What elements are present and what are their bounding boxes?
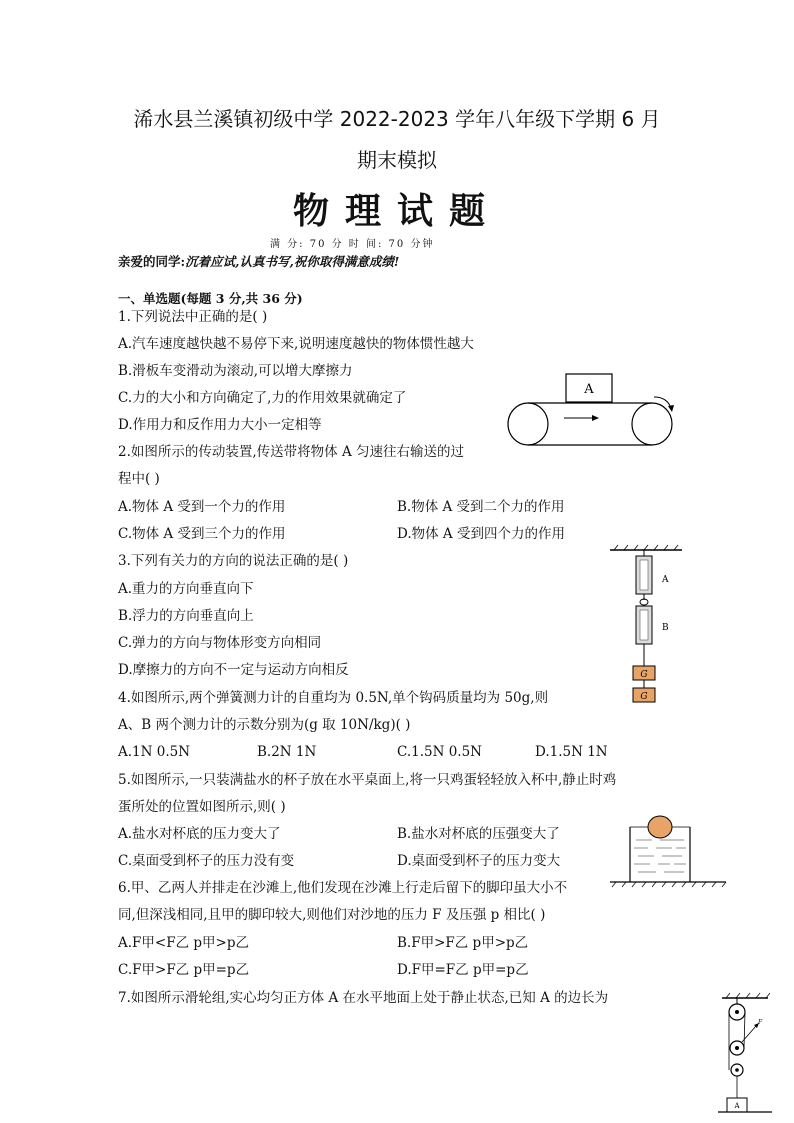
section-heading: 一、单选题(每题 3 分,共 36 分) — [118, 291, 303, 306]
weight-bottom-label: G — [640, 692, 648, 702]
q2-option-b: B.物体 A 受到二个力的作用 — [397, 499, 565, 515]
block-a-pulley-label: A — [734, 1102, 740, 1110]
exam-title-line1: 浠水县兰溪镇初级中学 2022-2023 学年八年级下学期 6 月 — [133, 107, 661, 131]
scale-b-window — [640, 610, 648, 640]
q5-stem-line2: 蛋所处的位置如图所示,则( ) — [118, 799, 286, 815]
table-hatch — [612, 882, 726, 887]
q5-option-d: D.桌面受到杯子的压力变大 — [397, 853, 561, 869]
greeting-text: 沉着应试,认真书写,祝你取得满意成绩! — [185, 254, 400, 269]
q6-option-d: D.F甲=F乙 p甲=p乙 — [397, 962, 529, 978]
q6-stem-line2: 同,但深浅相同,且甲的脚印较大,则他们对沙地的压力 F 及压强 p 相比( ) — [118, 907, 546, 923]
q5-option-a: A.盐水对杯底的压力变大了 — [118, 826, 281, 842]
q4-option-a: A.1N 0.5N — [118, 744, 191, 760]
rope-right — [744, 1012, 745, 1048]
q2-stem-line1: 2.如图所示的传动装置,传送带将物体 A 匀速往右输送的过 — [118, 444, 465, 460]
scale-b-label: B — [662, 623, 669, 633]
exam-title-line2: 期末模拟 — [357, 148, 437, 172]
force-label: F — [758, 1019, 763, 1026]
right-roller — [632, 403, 672, 445]
q3-option-b: B.浮力的方向垂直向上 — [118, 608, 254, 624]
q3-stem: 3.下列有关力的方向的说法正确的是( ) — [118, 553, 349, 569]
q3-option-a: A.重力的方向垂直向下 — [118, 581, 254, 597]
q1-option-c: C.力的大小和方向确定了,力的作用效果就确定了 — [118, 390, 407, 406]
q1-option-a: A.汽车速度越快越不易停下来,说明速度越快的物体惯性越大 — [118, 336, 474, 352]
scale-a-window — [640, 560, 648, 590]
q4-option-b: B.2N 1N — [257, 744, 317, 760]
scale-a-label: A — [662, 575, 669, 585]
q3-option-d: D.摩擦力的方向不一定与运动方向相反 — [118, 662, 349, 678]
motion-arrow-head — [592, 415, 599, 421]
pulley-figure — [718, 992, 772, 1118]
q6-option-b: B.F甲>F乙 p甲>p乙 — [397, 935, 529, 951]
q2-stem-line2: 程中( ) — [118, 471, 160, 487]
left-roller — [508, 403, 548, 445]
fixed-pulley-top-axle — [735, 1010, 739, 1014]
q1-option-d: D.作用力和反作用力大小一定相等 — [118, 417, 322, 433]
q6-option-a: A.F甲<F乙 p甲>p乙 — [118, 935, 249, 951]
q4-stem-line1: 4.如图所示,两个弹簧测力计的自重均为 0.5N,单个钩码质量均为 50g,则 — [118, 690, 549, 706]
conveyor-figure — [504, 370, 676, 450]
q5-option-c: C.桌面受到杯子的压力没有变 — [118, 853, 295, 869]
weight-top-label: G — [640, 670, 648, 680]
q6-stem-line1: 6.甲、乙两人并排走在沙滩上,他们发现在沙滩上行走后留下的脚印虽大小不 — [118, 880, 568, 896]
rotation-arrow-head — [668, 405, 674, 412]
q4-option-c: C.1.5N 0.5N — [397, 744, 482, 760]
q5-stem-line1: 5.如图所示,一只装满盐水的杯子放在水平桌面上,将一只鸡蛋轻轻放入杯中,静止时鸡 — [118, 772, 617, 788]
q3-option-c: C.弹力的方向与物体形变方向相同 — [118, 635, 322, 651]
q1-stem: 1.下列说法中正确的是( ) — [118, 309, 268, 325]
egg-cup-figure — [608, 812, 730, 888]
spring-scale-figure — [606, 542, 686, 708]
greeting-label: 亲爱的同学: — [118, 254, 186, 269]
q5-option-b: B.盐水对杯底的压强变大了 — [397, 826, 560, 842]
q2-option-c: C.物体 A 受到三个力的作用 — [118, 526, 286, 542]
movable-pulley-axle — [735, 1046, 739, 1050]
q1-option-b: B.滑板车变滑动为滚动,可以增大摩擦力 — [118, 363, 353, 379]
pulley-ceiling-hatch — [726, 993, 770, 998]
q6-option-c: C.F甲>F乙 p甲=p乙 — [118, 962, 250, 978]
q7-stem: 7.如图所示滑轮组,实心均匀正方体 A 在水平地面上处于静止状态,已知 A 的边长为 — [118, 990, 609, 1006]
q4-option-d: D.1.5N 1N — [535, 744, 608, 760]
subject-title: 物理试题 — [292, 191, 501, 232]
q2-option-a: A.物体 A 受到一个力的作用 — [118, 499, 286, 515]
block-a-label: A — [584, 382, 594, 397]
q2-option-d: D.物体 A 受到四个力的作用 — [397, 526, 565, 542]
egg — [648, 816, 672, 838]
greeting — [118, 253, 399, 271]
q4-stem-line2: A、B 两个测力计的示数分别为(g 取 10N/kg)( ) — [118, 717, 411, 733]
exam-info: 满 分: 70 分 时 间: 70 分钟 — [270, 239, 435, 250]
lower-pulley-axle — [735, 1068, 739, 1072]
